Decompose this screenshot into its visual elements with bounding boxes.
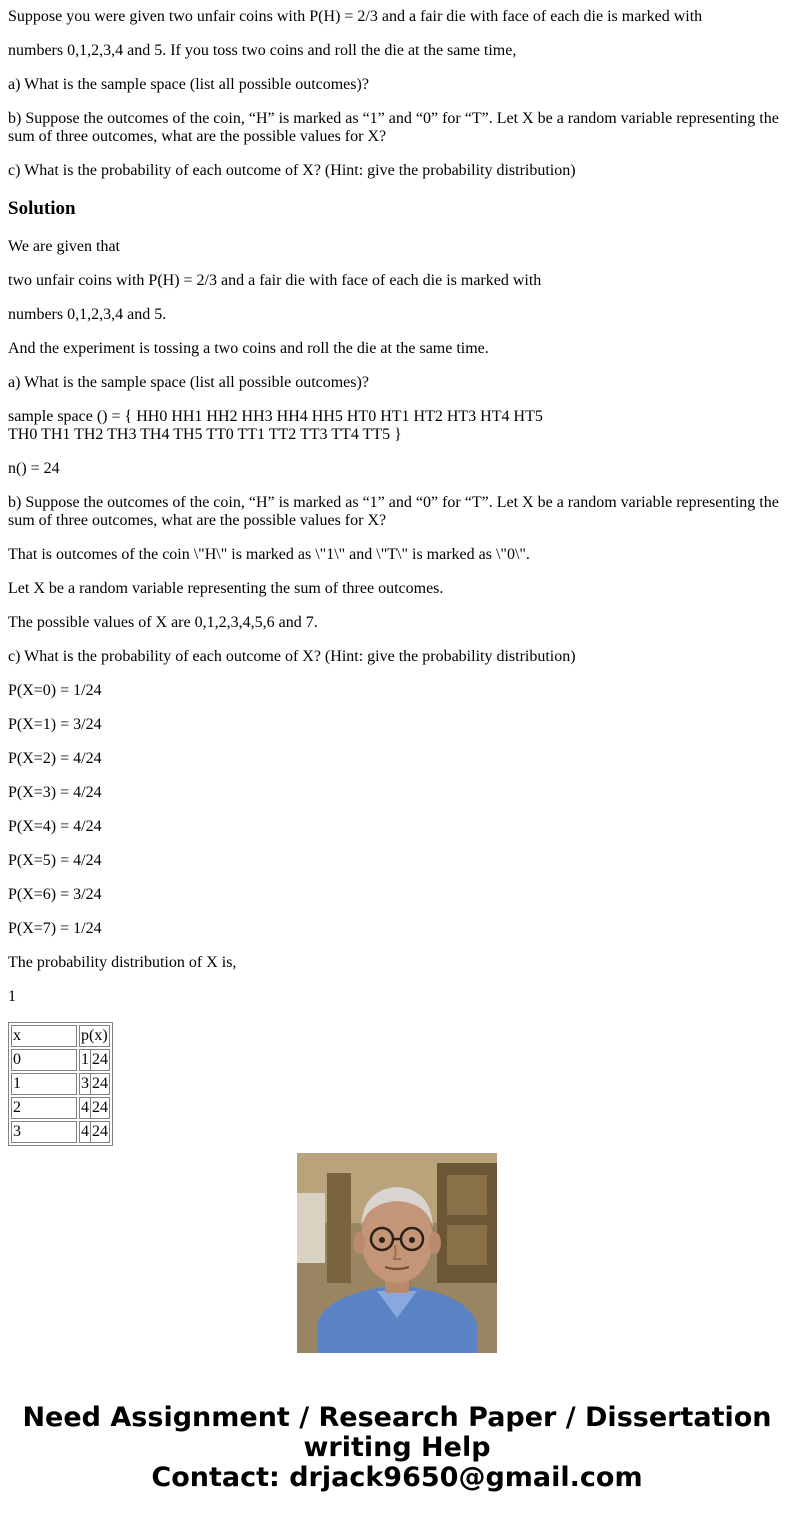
solution-part-a: a) What is the sample space (list all possible outcomes)? [8, 374, 369, 391]
probability-x3: P(X=3) = 4/24 [8, 784, 102, 801]
table-row [11, 1097, 110, 1119]
author-photo-icon [297, 1153, 497, 1353]
probability-x4: P(X=4) = 4/24 [8, 818, 102, 835]
solution-given-line1: two unfair coins with P(H) = 2/3 and a fair die with face of each die is marked with [8, 272, 542, 289]
table-cell-px [79, 1121, 110, 1143]
px-numerator: 4 [81, 1099, 89, 1116]
probability-x7: P(X=7) = 1/24 [8, 920, 102, 937]
table-row [11, 1073, 110, 1095]
solution-given-line2: numbers 0,1,2,3,4 and 5. [8, 306, 167, 323]
px-numerator: 1 [81, 1051, 89, 1068]
table-cell-x: 0 [11, 1049, 77, 1071]
solution-heading: Solution [8, 198, 76, 219]
probability-x1: P(X=1) = 3/24 [8, 716, 102, 733]
table-cell-px [79, 1097, 110, 1119]
px-denominator: 24 [92, 1099, 108, 1116]
px-numerator: 3 [81, 1075, 89, 1092]
footer-contact: Contact: drjack9650@gmail.com [151, 1462, 643, 1493]
table-header-row [11, 1025, 110, 1047]
distribution-table [8, 1022, 113, 1146]
random-variable-definition: Let X be a random variable representing the sum of three outcomes. [8, 580, 444, 597]
possible-values: The possible values of X are 0,1,2,3,4,5,6 and 7. [8, 614, 318, 631]
question-part-c: c) What is the probability of each outcome of X? (Hint: give the probability distribution) [8, 162, 576, 179]
table-row [11, 1049, 110, 1071]
solution-part-b: b) Suppose the outcomes of the coin, “H” is marked as “1” and “0” for “T”. Let X be a random variable representing the sum of three outcomes, what are the possible values for X? [8, 494, 779, 529]
solution-given: We are given that [8, 238, 120, 255]
sample-space [8, 408, 786, 444]
table-cell-x: 1 [11, 1073, 77, 1095]
stray-number: 1 [8, 988, 16, 1005]
solution-experiment: And the experiment is tossing a two coins and roll the die at the same time. [8, 340, 489, 357]
solution-part-c: c) What is the probability of each outcome of X? (Hint: give the probability distribution) [8, 648, 576, 665]
table-header-x: x [11, 1025, 77, 1047]
sample-space-size: n() = 24 [8, 460, 60, 477]
probability-x6: P(X=6) = 3/24 [8, 886, 102, 903]
question-part-b: b) Suppose the outcomes of the coin, “H” is marked as “1” and “0” for “T”. Let X be a random variable representing the sum of three outcomes, what are the possible values for X? [8, 110, 779, 145]
footer-banner [0, 1403, 794, 1493]
table-cell-px [79, 1049, 110, 1071]
table-header-px: p(x) [79, 1025, 110, 1047]
document-content [8, 0, 786, 1140]
question-intro-line1: Suppose you were given two unfair coins with P(H) = 2/3 and a fair die with face of each die is marked with [8, 8, 703, 25]
footer-line2: writing Help [303, 1432, 491, 1463]
probability-x5: P(X=5) = 4/24 [8, 852, 102, 869]
footer-line1: Need Assignment / Research Paper / Dissertation [22, 1402, 772, 1433]
table-row [11, 1121, 110, 1143]
distribution-intro: The probability distribution of X is, [8, 954, 237, 971]
px-denominator: 24 [92, 1123, 108, 1140]
question-part-a: a) What is the sample space (list all possible outcomes)? [8, 76, 369, 93]
sample-space-line2: TH0 TH1 TH2 TH3 TH4 TH5 TT0 TT1 TT2 TT3 TT4 TT5 } [8, 426, 402, 443]
table-cell-px [79, 1073, 110, 1095]
author-avatar [297, 1153, 497, 1353]
probability-x0: P(X=0) = 1/24 [8, 682, 102, 699]
px-denominator: 24 [92, 1051, 108, 1068]
sample-space-line1: sample space () = { HH0 HH1 HH2 HH3 HH4 HH5 HT0 HT1 HT2 HT3 HT4 HT5 [8, 408, 543, 425]
px-denominator: 24 [92, 1075, 108, 1092]
table-cell-x: 3 [11, 1121, 77, 1143]
question-intro-line2: numbers 0,1,2,3,4 and 5. If you toss two coins and roll the die at the same time, [8, 42, 517, 59]
probability-x2: P(X=2) = 4/24 [8, 750, 102, 767]
table-cell-x: 2 [11, 1097, 77, 1119]
px-numerator: 4 [81, 1123, 89, 1140]
coin-marking: That is outcomes of the coin \"H\" is marked as \"1\" and \"T\" is marked as \"0\". [8, 546, 530, 563]
